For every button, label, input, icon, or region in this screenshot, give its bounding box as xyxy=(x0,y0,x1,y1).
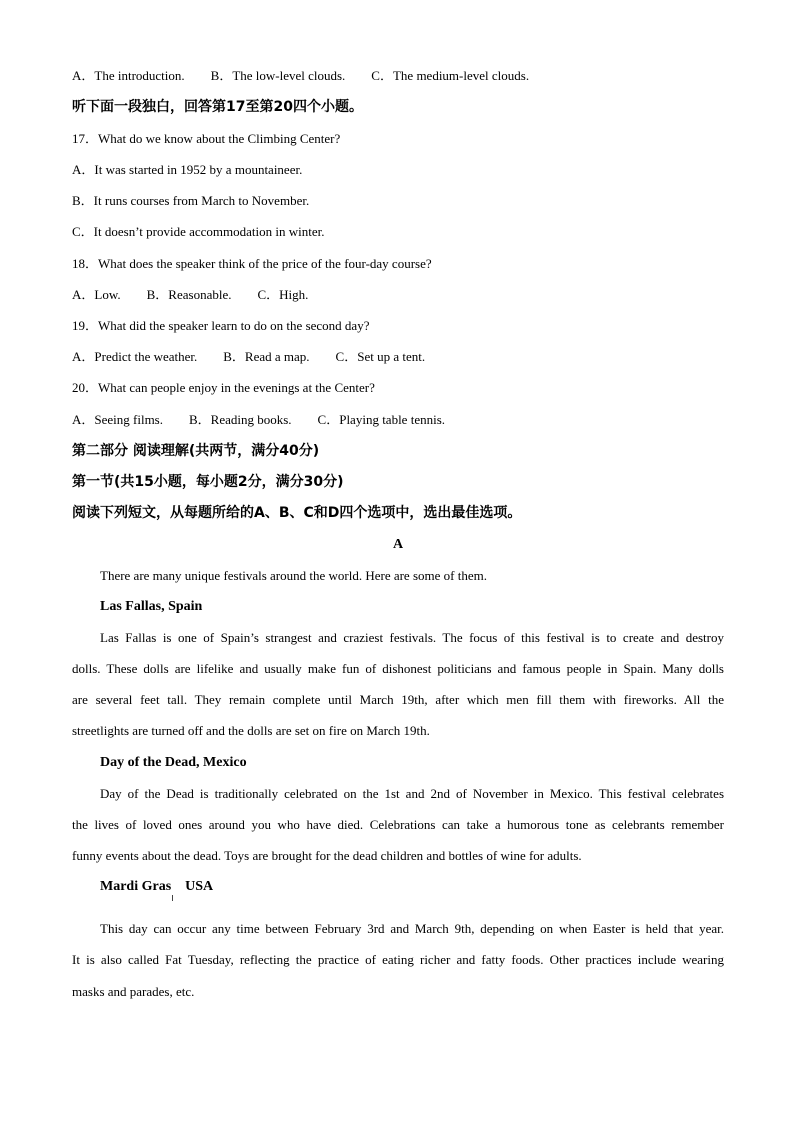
passage-intro: There are many unique festivals around the world. Here are some of them. xyxy=(100,568,487,583)
festival-heading-mardi-gras: Mardi Gras USA xyxy=(100,879,214,894)
q16-options: A．The introduction. B．The low-level clouds. C．The medium-level clouds. xyxy=(72,68,530,83)
question-18: 18．What does the speaker think of the price of the four-day course? xyxy=(72,256,432,271)
paragraph-line: Day of the Dead is traditionally celebrated on the 1st and 2nd of November in Mexico. This festival celebrates xyxy=(100,786,724,801)
paragraph-line: are several feet tall. They remain complete until March 19th, after which men fill them with fireworks. All the xyxy=(72,692,724,707)
question-19: 19．What did the speaker learn to do on the second day? xyxy=(72,318,370,333)
question-17-option-a: A．It was started in 1952 by a mountaineer. xyxy=(72,162,303,177)
paragraph-line: This day can occur any time between February 3rd and March 9th, depending on when Easter is held that year. xyxy=(100,921,724,936)
question-17-option-b: B．It runs courses from March to November. xyxy=(72,193,310,208)
paragraph-line: masks and parades, etc. xyxy=(72,984,195,999)
festival-heading-las-fallas: Las Fallas, Spain xyxy=(100,599,203,614)
question-17: 17．What do we know about the Climbing Center? xyxy=(72,131,341,146)
passage-label: A xyxy=(392,537,404,552)
question-19-options: A．Predict the weather. B．Read a map. C．Set up a tent. xyxy=(72,349,426,364)
question-20: 20．What can people enjoy in the evenings at the Center? xyxy=(72,380,375,395)
question-20-options: A．Seeing films. B．Reading books. C．Playing table tennis. xyxy=(72,412,446,427)
paragraph-line: funny events about the dead. Toys are brought for the dead children and bottles of wine for adults. xyxy=(72,848,582,863)
paragraph-line: dolls. These dolls are lifelike and usually make fun of dishonest politicians and famous people in Spain. Many dolls xyxy=(72,661,724,676)
paragraph-line: It is also called Fat Tuesday, reflecting the practice of eating richer and fatty foods. Other practices include wearing xyxy=(72,952,724,967)
reading-instruction: 阅读下列短文，从每题所给的A、B、C和D四个选项中，选出最佳选项。 xyxy=(72,505,522,521)
paragraph-line: Las Fallas is one of Spain’s strangest and craziest festivals. The focus of this festival is to create and destroy xyxy=(100,630,724,645)
question-18-options: A．Low. B．Reasonable. C．High. xyxy=(72,287,309,302)
stray-mark xyxy=(172,895,173,901)
section-one-heading: 第一节(共15小题，每小题2分，满分30分) xyxy=(72,474,344,490)
paragraph-line: the lives of loved ones around you who have died. Celebrations can take a humorous tone as celebrants remember xyxy=(72,817,724,832)
paragraph-line: streetlights are turned off and the dolls are set on fire on March 19th. xyxy=(72,723,430,738)
listening-instruction: 听下面一段独白，回答第17至第20四个小题。 xyxy=(72,99,363,115)
question-17-option-c: C．It doesn’t provide accommodation in winter. xyxy=(72,224,325,239)
part-two-heading: 第二部分 阅读理解(共两节，满分40分) xyxy=(72,443,320,459)
festival-heading-day-of-the-dead: Day of the Dead, Mexico xyxy=(100,755,247,770)
